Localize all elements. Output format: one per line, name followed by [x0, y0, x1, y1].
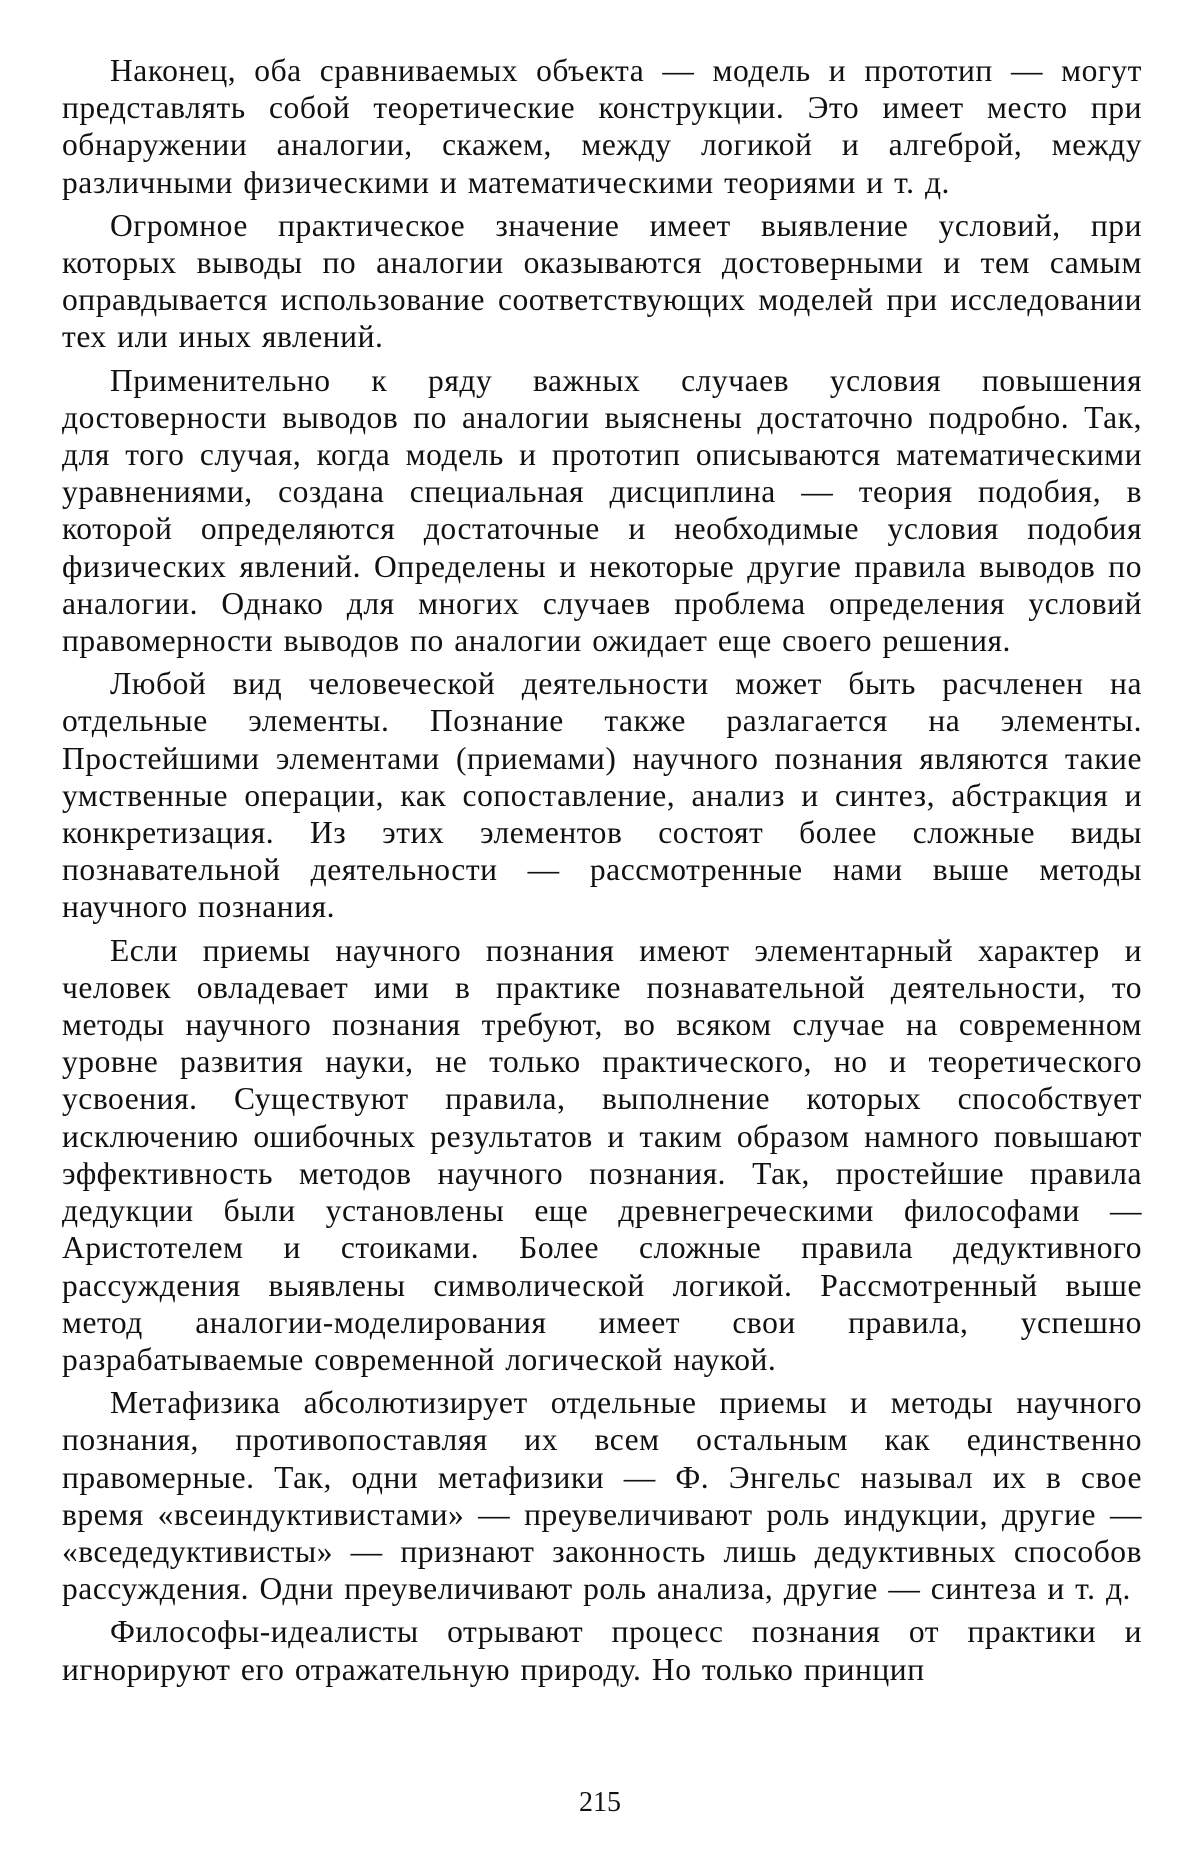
paragraph-1: Наконец, оба сравниваемых объекта — модель и прототип — могут представлять собой теоретические конструкции. Это имеет место при обнаружении аналогии, скажем, между логикой и алгеброй, между различными физическими и математическими теориями и т. д.: [62, 53, 1142, 200]
page-text: [62, 52, 1142, 1694]
paragraph-6: Метафизика абсолютизирует отдельные приемы и методы научного познания, противопоставляя их всем остальным как единственно правомерные. Так, одни метафизики — Ф. Энгельс называл их в свое время «всеиндуктивистами» — преувеличивают роль индукции, другие — «вседедуктивисты» — признают законность лишь дедуктивных способов рассуждения. Одни преувеличивают роль анализа, другие — синтеза и т. д.: [62, 1385, 1142, 1607]
paragraph-7: Философы-идеалисты отрывают процесс познания от практики и игнорируют его отражательную природу. Но только принцип: [62, 1614, 1142, 1687]
page-number: 215: [579, 1787, 621, 1818]
paragraph-3: Применительно к ряду важных случаев условия повышения достоверности выводов по аналогии выяснены достаточно подробно. Так, для того случая, когда модель и прототип описываются математическими уравнениями, создана специальная дисциплина — теория подобия, в которой определяются достаточные и необходимые условия подобия физических явлений. Определены и некоторые другие правила выводов по аналогии. Однако для многих случаев проблема определения условий правомерности выводов по аналогии ожидает еще своего решения.: [62, 362, 1142, 659]
paragraph-5: Если приемы научного познания имеют элементарный характер и человек овладевает ими в практике познавательной деятельности, то методы научного познания требуют, во всяком случае на современном уровне развития науки, не только практического, но и теоретического усвоения. Существуют правила, выполнение которых способствует исключению ошибочных результатов и таким образом намного повышают эффективность методов научного познания. Так, простейшие правила дедукции были установлены еще древнегреческими философами — Аристотелем и стоиками. Более сложные правила дедуктивного рассуждения выявлены символической логикой. Рассмотренный выше метод аналогии-моделирования имеет свои правила, успешно разрабатываемые современной логической наукой.: [62, 932, 1142, 1377]
paragraph-4: Любой вид человеческой деятельности может быть расчленен на отдельные элементы. Познание также разлагается на элементы. Простейшими элементами (приемами) научного познания являются такие умственные операции, как сопоставление, анализ и синтез, абстракция и конкретизация. Из этих элементов состоят более сложные виды познавательной деятельности — рассмотренные нами выше методы научного познания.: [62, 666, 1142, 925]
paragraph-2: Огромное практическое значение имеет выявление условий, при которых выводы по аналогии оказываются достоверными и тем самым оправдывается использование соответствующих моделей при исследовании тех или иных явлений.: [62, 207, 1142, 355]
